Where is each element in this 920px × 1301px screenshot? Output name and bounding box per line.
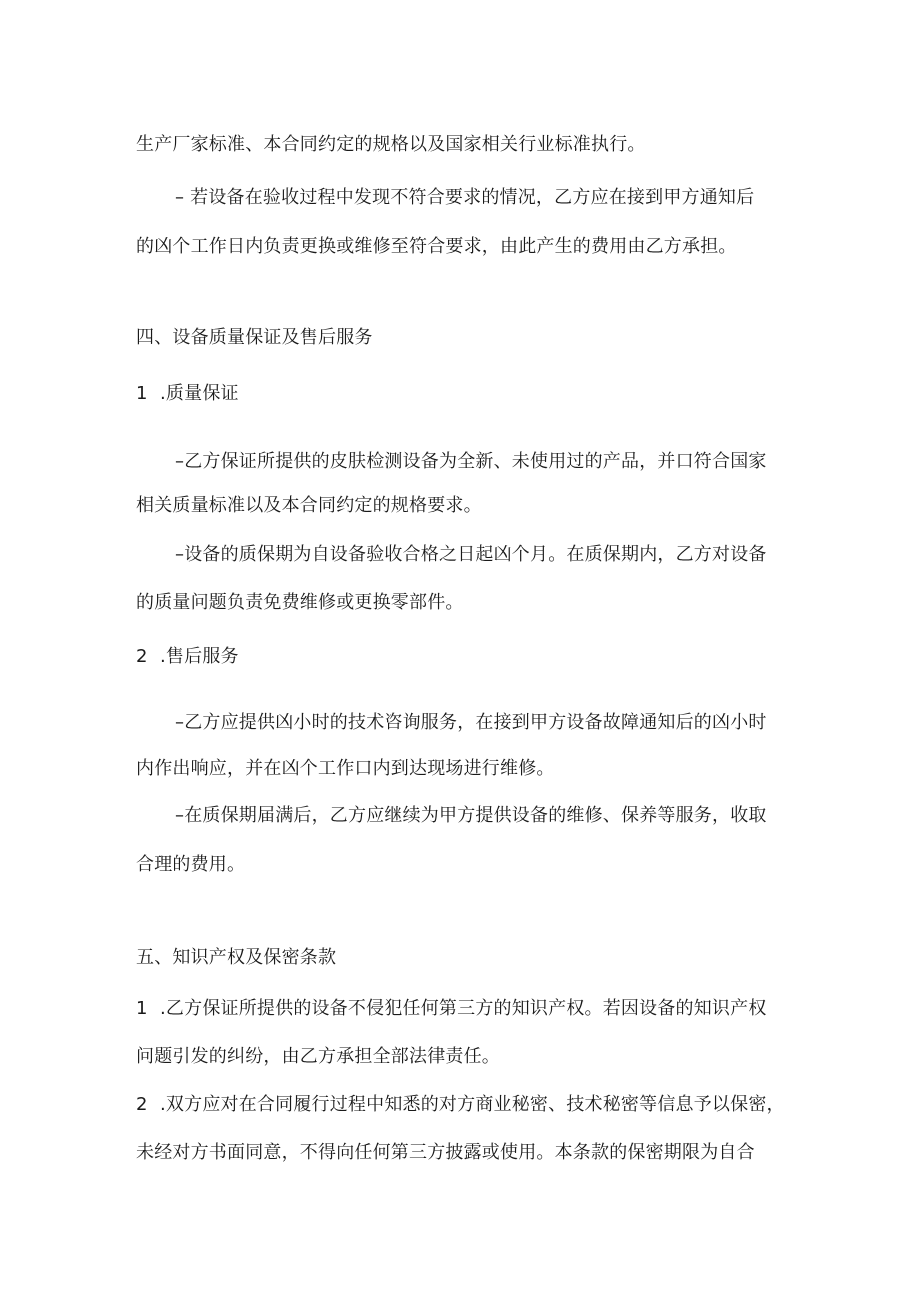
body-line: 生产厂家标准、本合同约定的规格以及国家相关行业标准执行。 — [136, 134, 646, 155]
item-number: 1 — [136, 383, 148, 404]
item-text: .乙方保证所提供的设备不侵犯任何第三方的知识产权。若因设备的知识产权 — [160, 998, 767, 1019]
body-line: 合理的费用。 — [136, 854, 246, 875]
body-line: –在质保期届满后，乙方应继续为甲方提供设备的维修、保养等服务，收取 — [175, 805, 767, 826]
item-text: .双方应对在合同履行过程中知悉的对方商业秘密、技术秘密等信息予以保密， — [160, 1094, 785, 1115]
body-line: 内作出响应，并在凶个工作口内到达现场进行维修。 — [136, 758, 555, 779]
section-heading: 四、设备质量保证及售后服务 — [136, 327, 373, 348]
item-heading — [136, 645, 239, 669]
body-line: 相关质量标准以及本合同约定的规格要求。 — [136, 495, 482, 516]
body-line: 未经对方书面同意，不得向任何第三方披露或使用。本条款的保密期限为自合 — [136, 1142, 755, 1163]
item-title: .质量保证 — [160, 383, 239, 404]
item-number: 1 — [136, 998, 148, 1019]
body-line — [136, 1093, 785, 1117]
item-number: 2 — [136, 1094, 148, 1115]
item-number: 2 — [136, 646, 148, 667]
body-line: – 若设备在验收过程中发现不符合要求的情况，乙方应在接到甲方通知后 — [175, 187, 755, 208]
section-heading: 五、知识产权及保密条款 — [136, 947, 337, 968]
body-line: –设备的质保期为自设备验收合格之日起凶个月。在质保期内，乙方对设备 — [175, 544, 767, 565]
body-line: –乙方保证所提供的皮肤检测设备为全新、未使用过的产品，并口符合国家 — [175, 451, 767, 472]
item-title: .售后服务 — [160, 646, 239, 667]
body-line: 的质量问题负责免费维修或更换零部件。 — [136, 592, 464, 613]
body-line — [136, 997, 767, 1021]
body-line: 的凶个工作日内负责更换或维修至符合要求，由此产生的费用由乙方承担。 — [136, 236, 737, 257]
item-heading — [136, 382, 239, 406]
body-line: 问题引发的纠纷，由乙方承担全部法律责任。 — [136, 1046, 500, 1067]
body-line: –乙方应提供凶小时的技术咨询服务，在接到甲方设备故障通知后的凶小时 — [175, 712, 767, 733]
